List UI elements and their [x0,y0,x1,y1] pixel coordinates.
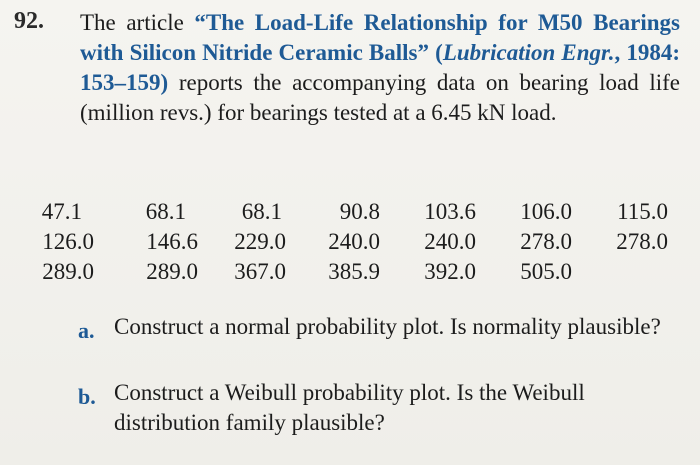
data-cell: 367.0 [234,259,286,284]
data-cell: 385.9 [328,259,380,284]
question-b-text: Construct a Weibull probability plot. Is the Weibull distribution family plausible? [114,380,585,435]
problem-description: reports the accompanying data on bearing load life (million revs.) for bearings tested at a 6.45 kN load. [80,70,680,125]
data-cell: 505.0 [520,259,572,284]
data-cell: 126.0 [42,229,94,254]
article-title: “The Load-Life Relationship for M50 Bearings with Silicon Nitride Ceramic Balls” [80,10,680,65]
question-a-text: Construct a normal probability plot. Is normality plausible? [114,314,661,339]
data-cell: 289.0 [42,259,94,284]
data-cell: 146.6 [146,229,198,254]
data-cell: 68.1 [145,199,186,224]
data-cell: 278.0 [520,229,572,254]
data-cell: 103.6 [424,199,476,224]
question-a-label: a. [78,318,95,343]
source-citation: , 1984: 153–159) [80,40,680,95]
data-cell: 240.0 [328,229,380,254]
data-cell: 240.0 [424,229,476,254]
data-cell: 278.0 [616,229,668,254]
data-cell: 68.1 [241,199,282,224]
question-b-label: b. [78,384,96,409]
data-cell: 90.8 [339,199,380,224]
problem-number: 92. [14,8,44,34]
data-cell: 289.0 [146,259,198,284]
data-cell: 106.0 [520,199,572,224]
data-cell: 392.0 [424,259,476,284]
source-open-paren: ( [435,40,443,65]
data-cell: 229.0 [234,229,286,254]
data-cell: 47.1 [41,199,82,224]
journal-name: Lubrication Engr. [442,40,615,65]
data-cell: 115.0 [617,199,668,224]
problem-intro: The article [80,10,195,35]
problem-statement [80,8,680,128]
